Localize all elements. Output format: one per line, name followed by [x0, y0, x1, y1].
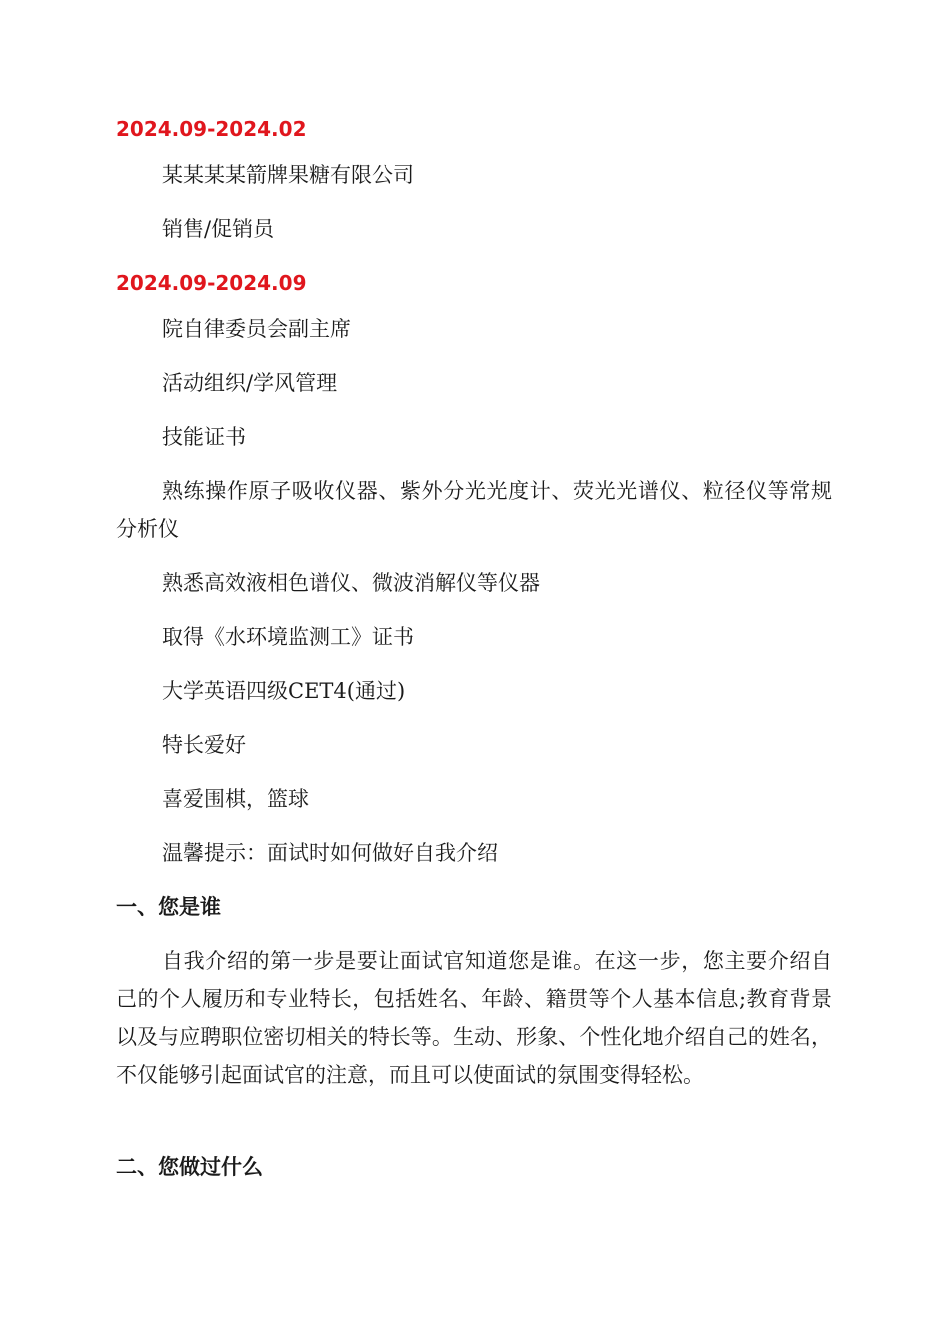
hobbies-title: 特长爱好 — [162, 733, 246, 757]
experience-date-2: 2024.09-2024.09 — [116, 271, 307, 295]
skill-item-2: 熟悉高效液相色谱仪、微波消解仪等仪器 — [162, 571, 540, 595]
skills-title: 技能证书 — [162, 425, 246, 449]
skill-item-4: 大学英语四级CET4(通过) — [162, 679, 406, 703]
experience-org-1: 某某某某箭牌果糖有限公司 — [162, 163, 414, 187]
tip-text: 温馨提示：面试时如何做好自我介绍 — [162, 841, 498, 865]
skill-item-3: 取得《水环境监测工》证书 — [162, 625, 414, 649]
experience-org-2: 院自律委员会副主席 — [162, 317, 351, 341]
experience-role-2: 活动组织/学风管理 — [162, 371, 338, 395]
skill-item-1: 熟练操作原子吸收仪器、紫外分光光度计、荧光光谱仪、粒径仪等常规分析仪 — [116, 479, 832, 541]
experience-date-1: 2024.09-2024.02 — [116, 117, 307, 141]
section-heading-1: 一、您是谁 — [116, 895, 221, 919]
experience-role-1: 销售/促销员 — [162, 217, 275, 241]
section-body-1: 自我介绍的第一步是要让面试官知道您是谁。在这一步，您主要介绍自己的个人履历和专业特长，包括姓名、年龄、籍贯等个人基本信息;教育背景以及与应聘职位密切相关的特长等。生动、形象、个性化地介绍自己的姓名，不仅能够引起面试官的注意，而且可以使面试的氛围变得轻松。 — [116, 949, 832, 1087]
hobbies-text: 喜爱围棋，篮球 — [162, 787, 309, 811]
section-heading-2: 二、您做过什么 — [116, 1155, 263, 1179]
